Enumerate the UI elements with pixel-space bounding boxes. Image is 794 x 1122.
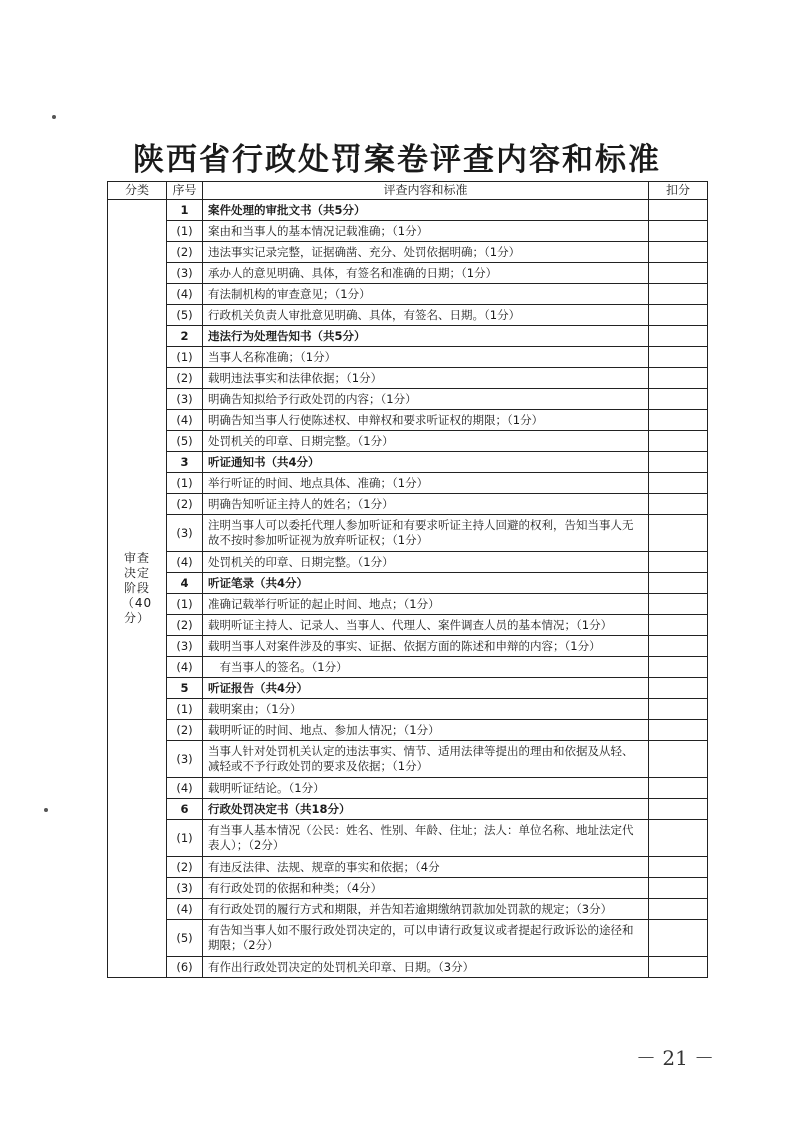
content-cell: 有违反法律、法规、规章的事实和依据；（4分 (203, 857, 649, 878)
category-cell (108, 200, 167, 978)
seq-cell: 3 (167, 452, 203, 473)
deduct-cell[interactable] (649, 552, 708, 573)
content-cell: 载明听证结论。（1分） (203, 778, 649, 799)
seq-cell: (5) (167, 920, 203, 957)
seq-cell: (3) (167, 515, 203, 552)
table-row (108, 636, 708, 657)
scan-speck (52, 115, 56, 119)
deduct-cell[interactable] (649, 594, 708, 615)
content-cell: 有当事人的签名。（1分） (203, 657, 649, 678)
deduct-cell[interactable] (649, 431, 708, 452)
seq-cell: (4) (167, 410, 203, 431)
content-cell: 听证笔录（共4分） (203, 573, 649, 594)
deduct-cell[interactable] (649, 741, 708, 778)
table-row (108, 431, 708, 452)
category-line: 阶段 (123, 581, 150, 595)
table-row (108, 284, 708, 305)
seq-cell: (2) (167, 615, 203, 636)
deduct-cell[interactable] (649, 515, 708, 552)
content-cell: 载明听证主持人、记录人、当事人、代理人、案件调查人员的基本情况；（1分） (203, 615, 649, 636)
deduct-cell[interactable] (649, 221, 708, 242)
table-row (108, 552, 708, 573)
deduct-cell[interactable] (649, 899, 708, 920)
seq-cell: (5) (167, 305, 203, 326)
content-cell: 处罚机关的印章、日期完整。（1分） (203, 552, 649, 573)
content-cell: 载明当事人对案件涉及的事实、证据、依据方面的陈述和申辩的内容；（1分） (203, 636, 649, 657)
deduct-cell[interactable] (649, 920, 708, 957)
seq-cell: (2) (167, 242, 203, 263)
table-row (108, 957, 708, 978)
seq-cell: (3) (167, 878, 203, 899)
table-row (108, 741, 708, 778)
content-cell: 行政处罚决定书（共18分） (203, 799, 649, 820)
table-row (108, 410, 708, 431)
deduct-cell[interactable] (649, 820, 708, 857)
content-cell: 明确告知听证主持人的姓名；（1分） (203, 494, 649, 515)
review-standards-table (107, 181, 708, 978)
table-row (108, 678, 708, 699)
seq-cell: (2) (167, 494, 203, 515)
deduct-cell[interactable] (649, 410, 708, 431)
table-row (108, 778, 708, 799)
table-row (108, 368, 708, 389)
deduct-cell[interactable] (649, 657, 708, 678)
seq-cell: 6 (167, 799, 203, 820)
table-row (108, 899, 708, 920)
table-row (108, 799, 708, 820)
content-cell: 当事人针对处罚机关认定的违法事实、情节、适用法律等提出的理由和依据及从轻、减轻或不予行政处罚的要求及依据；（1分） (203, 741, 649, 778)
deduct-cell[interactable] (649, 957, 708, 978)
content-cell: 有行政处罚的履行方式和期限，并告知若逾期缴纳罚款加处罚款的规定；（3分） (203, 899, 649, 920)
table-row (108, 920, 708, 957)
deduct-cell[interactable] (649, 284, 708, 305)
table-row (108, 326, 708, 347)
deduct-cell[interactable] (649, 778, 708, 799)
content-cell: 明确告知当事人行使陈述权、申辩权和要求听证权的期限；（1分） (203, 410, 649, 431)
page-number: － 21 － (636, 1046, 715, 1070)
table-row (108, 720, 708, 741)
content-cell: 有法制机构的审查意见；（1分） (203, 284, 649, 305)
header-seq: 序号 (167, 182, 203, 200)
deduct-cell[interactable] (649, 242, 708, 263)
content-cell: 准确记载举行听证的起止时间、地点；（1分） (203, 594, 649, 615)
deduct-cell[interactable] (649, 305, 708, 326)
table-row (108, 615, 708, 636)
deduct-cell[interactable] (649, 347, 708, 368)
deduct-cell[interactable] (649, 615, 708, 636)
content-cell: 听证报告（共4分） (203, 678, 649, 699)
content-cell: 违法事实记录完整，证据确凿、充分、处罚依据明确；（1分） (203, 242, 649, 263)
seq-cell: (1) (167, 473, 203, 494)
deduct-cell[interactable] (649, 200, 708, 221)
content-cell: 载明案由；（1分） (203, 699, 649, 720)
seq-cell: (4) (167, 657, 203, 678)
content-cell: 违法行为处理告知书（共5分） (203, 326, 649, 347)
table-row (108, 452, 708, 473)
seq-cell: (1) (167, 820, 203, 857)
deduct-cell[interactable] (649, 699, 708, 720)
seq-cell: (2) (167, 720, 203, 741)
deduct-cell[interactable] (649, 878, 708, 899)
seq-cell: 4 (167, 573, 203, 594)
document-title: 陕西省行政处罚案卷评查内容和标准 (133, 142, 661, 178)
table-row (108, 494, 708, 515)
seq-cell: (3) (167, 636, 203, 657)
deduct-cell[interactable] (649, 720, 708, 741)
table-row (108, 594, 708, 615)
deduct-cell[interactable] (649, 494, 708, 515)
seq-cell: (5) (167, 431, 203, 452)
deduct-cell[interactable] (649, 263, 708, 284)
seq-cell: 2 (167, 326, 203, 347)
seq-cell: 1 (167, 200, 203, 221)
table-body (108, 200, 708, 978)
content-cell: 承办人的意见明确、具体，有签名和准确的日期；（1分） (203, 263, 649, 284)
table-row (108, 857, 708, 878)
category-line: （40分） (121, 596, 153, 625)
header-deduct: 扣分 (649, 182, 708, 200)
table-row (108, 347, 708, 368)
seq-cell: (6) (167, 957, 203, 978)
content-cell: 案由和当事人的基本情况记载准确；（1分） (203, 221, 649, 242)
deduct-cell[interactable] (649, 573, 708, 594)
table-row (108, 657, 708, 678)
seq-cell: (2) (167, 368, 203, 389)
table-row (108, 699, 708, 720)
seq-cell: (3) (167, 263, 203, 284)
seq-cell: (4) (167, 552, 203, 573)
seq-cell: (1) (167, 699, 203, 720)
content-cell: 载明听证的时间、地点、参加人情况；（1分） (203, 720, 649, 741)
table-row (108, 515, 708, 552)
content-cell: 有告知当事人如不服行政处罚决定的，可以申请行政复议或者提起行政诉讼的途径和期限；（2分） (203, 920, 649, 957)
table-row (108, 305, 708, 326)
seq-cell: (4) (167, 899, 203, 920)
deduct-cell[interactable] (649, 389, 708, 410)
header-category: 分类 (108, 182, 167, 200)
category-line: 审查 (123, 551, 150, 565)
table-row (108, 389, 708, 410)
table-row (108, 242, 708, 263)
table-row (108, 573, 708, 594)
deduct-cell[interactable] (649, 368, 708, 389)
content-cell: 行政机关负责人审批意见明确、具体，有签名、日期。（1分） (203, 305, 649, 326)
table-row (108, 820, 708, 857)
content-cell: 载明违法事实和法律依据；（1分） (203, 368, 649, 389)
deduct-cell[interactable] (649, 799, 708, 820)
content-cell: 举行听证的时间、地点具体、准确；（1分） (203, 473, 649, 494)
seq-cell: (2) (167, 857, 203, 878)
content-cell: 有行政处罚的依据和种类；（4分） (203, 878, 649, 899)
table-row (108, 878, 708, 899)
scan-speck (44, 808, 48, 812)
table-row (108, 473, 708, 494)
seq-cell: (1) (167, 347, 203, 368)
seq-cell: (3) (167, 389, 203, 410)
seq-cell: (1) (167, 221, 203, 242)
seq-cell: (4) (167, 778, 203, 799)
deduct-cell[interactable] (649, 857, 708, 878)
seq-cell: (1) (167, 594, 203, 615)
content-cell: 处罚机关的印章、日期完整。（1分） (203, 431, 649, 452)
table-header-row (108, 182, 708, 200)
seq-cell: 5 (167, 678, 203, 699)
content-cell: 听证通知书（共4分） (203, 452, 649, 473)
table-row (108, 221, 708, 242)
category-line: 决定 (123, 566, 150, 580)
header-content: 评查内容和标准 (203, 182, 649, 200)
content-cell: 注明当事人可以委托代理人参加听证和有要求听证主持人回避的权利，告知当事人无故不按时参加听证视为放弃听证权；（1分） (203, 515, 649, 552)
deduct-cell[interactable] (649, 326, 708, 347)
table-row (108, 263, 708, 284)
seq-cell: (4) (167, 284, 203, 305)
content-cell: 案件处理的审批文书（共5分） (203, 200, 649, 221)
content-cell: 有作出行政处罚决定的处罚机关印章、日期。（3分） (203, 957, 649, 978)
deduct-cell[interactable] (649, 636, 708, 657)
table-row (108, 200, 708, 221)
content-cell: 明确告知拟给予行政处罚的内容；（1分） (203, 389, 649, 410)
deduct-cell[interactable] (649, 678, 708, 699)
seq-cell: (3) (167, 741, 203, 778)
content-cell: 当事人名称准确；（1分） (203, 347, 649, 368)
deduct-cell[interactable] (649, 473, 708, 494)
deduct-cell[interactable] (649, 452, 708, 473)
content-cell: 有当事人基本情况（公民：姓名、性别、年龄、住址；法人：单位名称、地址法定代表人）；（2分） (203, 820, 649, 857)
